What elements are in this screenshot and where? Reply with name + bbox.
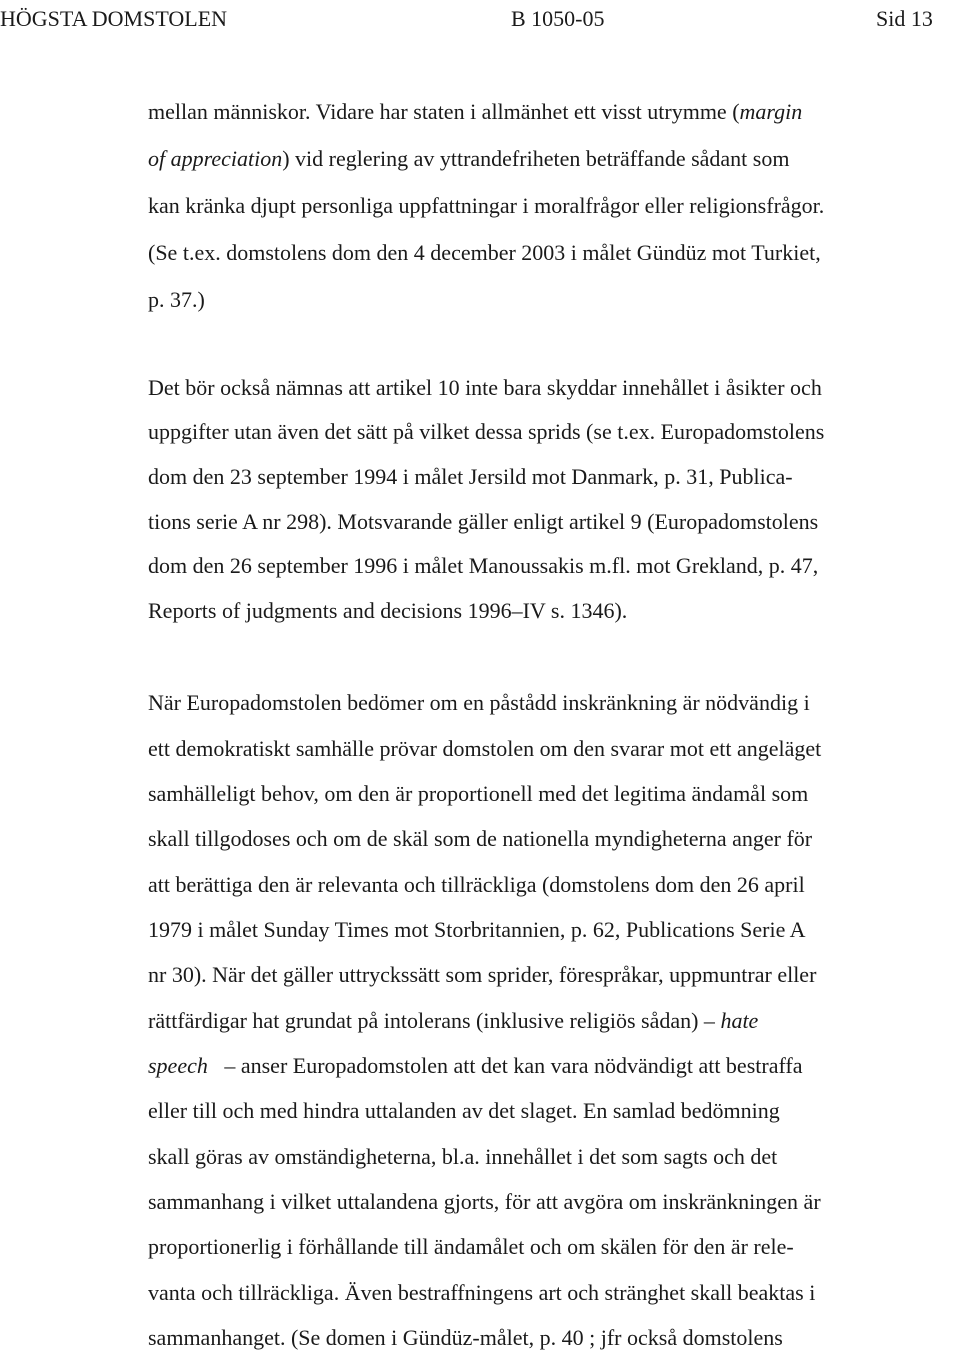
text-line: skall göras av omständigheterna, bl.a. innehållet i det som sagts och det <box>148 1144 778 1169</box>
text-line: nr 30). När det gäller uttryckssätt som sprider, förespråkar, uppmuntrar eller <box>148 962 817 987</box>
italic-term: of appreciation <box>148 146 283 171</box>
text-line: proportionerlig i förhållande till ändamålet och om skälen för den är rele- <box>148 1234 794 1259</box>
court-name: HÖGSTA DOMSTOLEN <box>0 6 228 31</box>
text-line: att berättiga den är relevanta och tillräckliga (domstolens dom den 26 april <box>148 872 805 897</box>
text-line: (Se t.ex. domstolens dom den 4 december 2003 i målet Gündüz mot Turkiet, <box>148 240 821 265</box>
case-number: B 1050-05 <box>511 6 605 31</box>
text-line: ett demokratiskt samhälle prövar domstolen om den svarar mot ett angeläget <box>148 736 822 761</box>
text-line: Reports of judgments and decisions 1996–IV s. 1346). <box>148 598 628 623</box>
italic-term: margin <box>739 99 803 124</box>
page-header <box>0 4 960 34</box>
text-line: När Europadomstolen bedömer om en påstådd inskränkning är nödvändig i <box>148 690 810 715</box>
text-line: p. 37.) <box>148 287 205 312</box>
text-line: rättfärdigar hat grundat på intolerans (inklusive religiös sådan) – hate <box>148 1008 759 1033</box>
text-line: Det bör också nämnas att artikel 10 inte bara skyddar innehållet i åsikter och <box>148 375 822 400</box>
text-line: kan kränka djupt personliga uppfattningar i moralfrågor eller religionsfrågor. <box>148 193 825 218</box>
text-line: dom den 26 september 1996 i målet Manoussakis m.fl. mot Grekland, p. 47, <box>148 553 819 578</box>
text-line: eller till och med hindra uttalanden av det slaget. En samlad bedömning <box>148 1098 780 1123</box>
text-line: mellan människor. Vidare har staten i allmänhet ett visst utrymme (margin <box>148 99 803 124</box>
text-line: uppgifter utan även det sätt på vilket dessa sprids (se t.ex. Europadomstolens <box>148 419 825 444</box>
text-line: vanta och tillräckliga. Även bestraffningens art och stränghet skall beaktas i <box>148 1280 816 1305</box>
text-line: sammanhang i vilket uttalandena gjorts, för att avgöra om inskränkningen är <box>148 1189 821 1214</box>
text-line: skall tillgodoses och om de skäl som de nationella myndigheterna anger för <box>148 826 813 851</box>
text-line: of appreciation) vid reglering av yttrandefriheten beträffande sådant som <box>148 146 790 171</box>
text-line: sammanhanget. (Se domen i Gündüz-målet, p. 40 ; jfr också domstolens <box>148 1325 783 1350</box>
text-line: tions serie A nr 298). Motsvarande gäller enligt artikel 9 (Europadomstolens <box>148 509 819 534</box>
text-line: 1979 i målet Sunday Times mot Storbritannien, p. 62, Publications Serie A <box>148 917 806 942</box>
text-line: speech – anser Europadomstolen att det kan vara nödvändigt att bestraffa <box>148 1053 803 1078</box>
page-number: Sid 13 <box>876 6 933 31</box>
text-line: dom den 23 september 1994 i målet Jersild mot Danmark, p. 31, Publica- <box>148 464 793 489</box>
italic-term: speech <box>148 1053 208 1078</box>
italic-term: hate <box>720 1008 759 1033</box>
text-line: samhälleligt behov, om den är proportionell med det legitima ändamål som <box>148 781 809 806</box>
